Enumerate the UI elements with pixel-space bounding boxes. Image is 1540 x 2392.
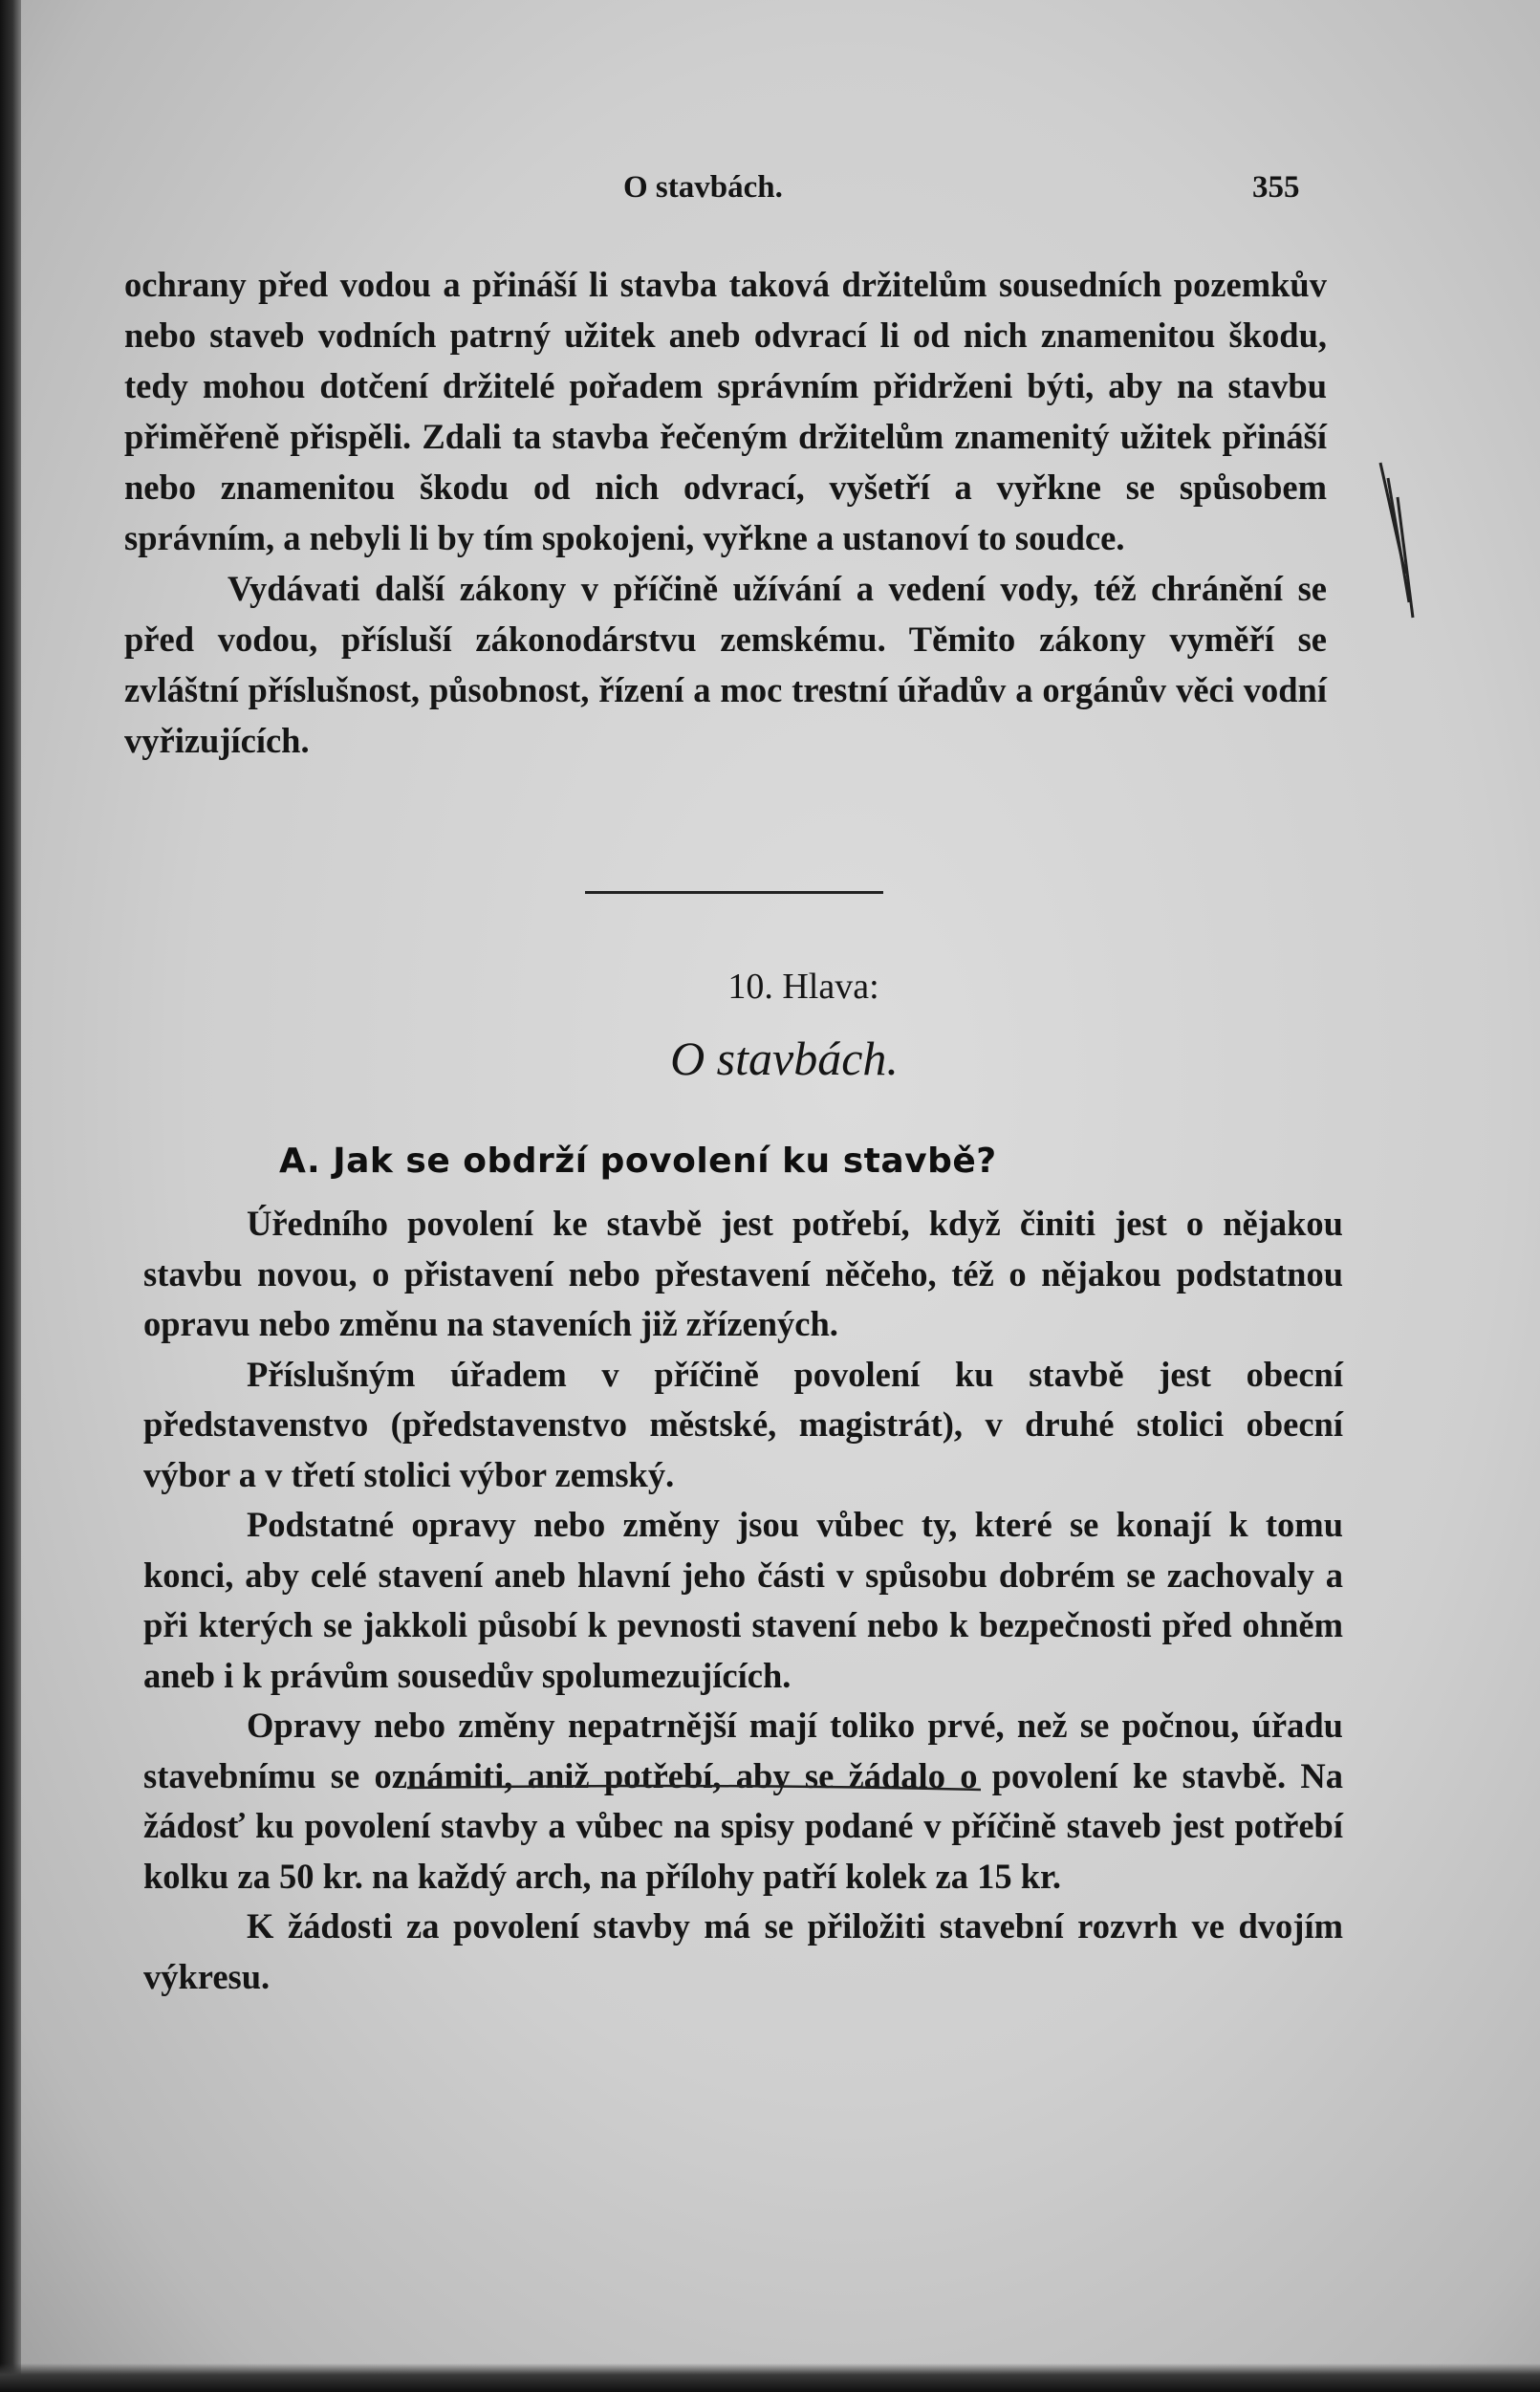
page-binding-shadow (0, 0, 21, 2392)
paragraph: Příslušným úřadem v příčině povolení ku stavbě jest obecní představenstvo (představenstvo městské, magistrát), v druhé stolici obecní výbor a v třetí stolici výbor zemský. (143, 1354, 1343, 1494)
main-text-block (143, 1199, 1343, 2002)
paragraph: Podstatné opravy nebo změny jsou vůbec ty, které se konají k tomu konci, aby celé stavení aneb hlavní jeho části v spůsobu dobrém se zachovaly a při kterých se jakkoli působí k pevnosti stavení nebo k bezpečnosti před ohněm aneb i k právům sousedův spolumezujících. (143, 1505, 1343, 1695)
page-bottom-edge (0, 2363, 1540, 2392)
paragraph: Vydávati další zákony v příčině užívání a vedení vody, též chránění se před vodou, přísluší zákonodárstvu zemskému. Těmito zákony vyměří se zvláštní příslušnost, působnost, řízení a moc trestní úřadův a orgánův věci vodní vyřizujících. (124, 569, 1327, 760)
paragraph: K žádosti za povolení stavby má se přiložiti stavební rozvrh ve dvojím výkresu. (143, 1906, 1343, 1996)
continued-text-block (124, 259, 1327, 766)
chapter-title: O stavbách. (670, 1032, 899, 1085)
running-head: O stavbách. (623, 170, 783, 205)
margin-pencil-marks (1377, 459, 1415, 621)
paragraph: Opravy nebo změny nepatrnější mají toliko prvé, než se počnou, úřadu stavebnímu se oznámiti, aniž potřebí, aby se žádalo o povolení ke stavbě. Na žádosť ku povolení stavby a vůbec na spisy podané v příčině staveb jest potřebí kolku za 50 kr. na každý arch, na přílohy patří kolek za 15 kr. (143, 1706, 1343, 1896)
section-heading: A. Jak se obdrží povolení ku stavbě? (279, 1142, 997, 1181)
handwritten-underline (407, 1782, 981, 1811)
chapter-number: 10. Hlava: (727, 967, 879, 1007)
paragraph: Úředního povolení ke stavbě jest potřebí, když činiti jest o nějakou stavbu novou, o přistavení nebo přestavení něčeho, též o nějakou podstatnou opravu nebo změnu na staveních již zřízených. (143, 1204, 1343, 1343)
section-divider (585, 891, 883, 894)
page-header (0, 170, 1540, 218)
page-number: 355 (1252, 170, 1300, 205)
paragraph: ochrany před vodou a přináší li stavba taková držitelům sousedních pozemkův nebo staveb vodních patrný užitek aneb odvrací li od nich znamenitou škodu, tedy mohou dotčení držitelé pořadem správním přidrženi býti, aby na stavbu přiměřeně přispěli. Zdali ta stavba řečeným držitelům znamenitý užitek přináší nebo znamenitou škodu od nich odvrací, vyšetří a vyřkne se spůsobem správním, a nebyli li by tím spokojeni, vyřkne a ustanoví to soudce. (124, 265, 1327, 557)
